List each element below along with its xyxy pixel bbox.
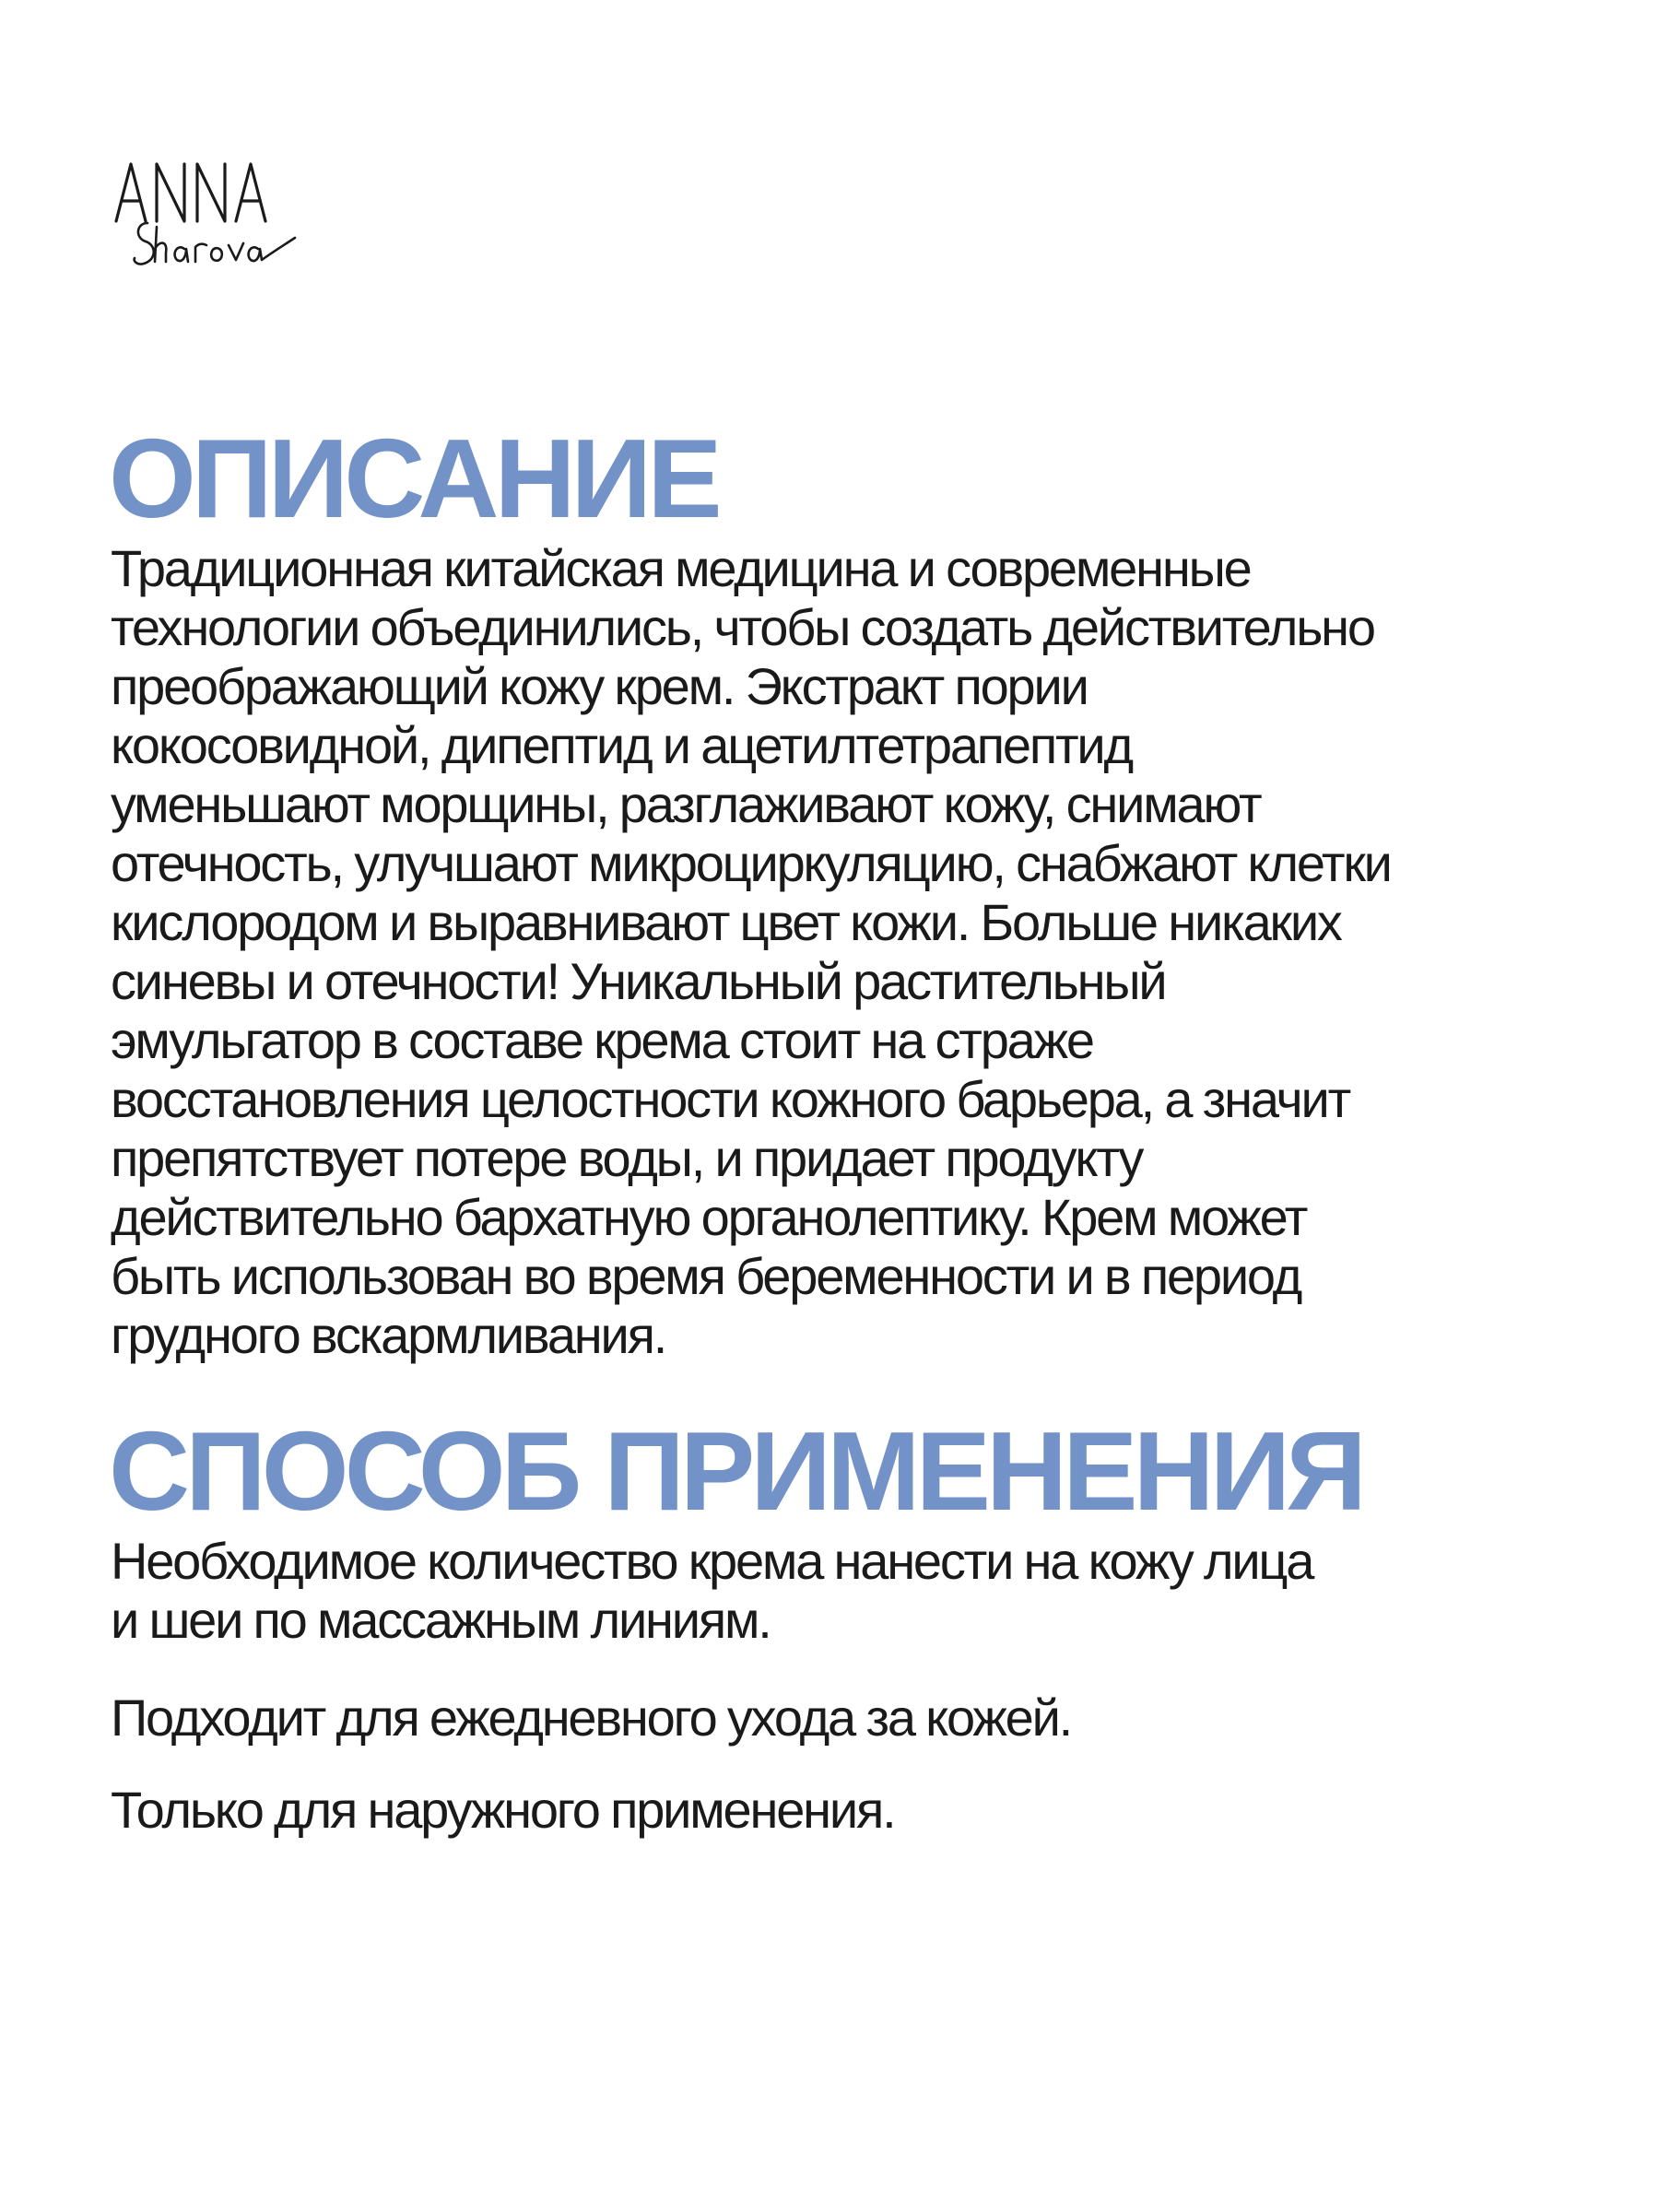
usage-paragraph-daily — [111, 1688, 1585, 1747]
description-line: Традиционная китайская медицина и современные — [111, 539, 1251, 597]
description-heading: ОПИСАНИЕ — [109, 416, 718, 541]
description-line: уменьшают морщины, разглаживают кожу, снимают — [111, 775, 1261, 833]
usage-paragraph-application — [111, 1532, 1585, 1650]
description-line: быть использован во время беременности и в период — [111, 1247, 1301, 1305]
description-line: технологии объединились, чтобы создать действительно — [111, 598, 1374, 656]
description-line: препятствует потере воды, и придает продукту — [111, 1129, 1143, 1187]
usage-line: Подходит для ежедневного ухода за кожей. — [111, 1688, 1072, 1747]
description-paragraph — [111, 539, 1585, 1365]
usage-paragraph-external — [111, 1781, 1585, 1840]
description-line: эмульгатор в составе крема стоит на страже — [111, 1011, 1093, 1069]
description-line: восстановления целостности кожного барьера, а значит — [111, 1070, 1350, 1128]
description-line: грудного вскармливания. — [111, 1306, 666, 1364]
description-line: преображающий кожу крем. Экстракт пории — [111, 657, 1088, 715]
usage-line: Необходимое количество крема нанести на кожу лица — [111, 1532, 1313, 1590]
brand-logo — [100, 138, 302, 295]
description-line: отечность, улучшают микроциркуляцию, снабжают клетки — [111, 834, 1391, 892]
usage-line: и шеи по массажным линиям. — [111, 1591, 771, 1649]
usage-line: Только для наружного применения. — [111, 1781, 895, 1839]
description-line: кокосовидной, дипептид и ацетилтетрапептид — [111, 716, 1132, 774]
description-line: синевы и отечности! Уникальный растительный — [111, 952, 1166, 1010]
description-line: кислородом и выравнивают цвет кожи. Больше никаких — [111, 893, 1341, 951]
brand-logo-graphic — [100, 138, 302, 295]
usage-heading: СПОСОБ ПРИМЕНЕНИЯ — [109, 1408, 1362, 1534]
description-line: действительно бархатную органолептику. Крем может — [111, 1188, 1307, 1246]
